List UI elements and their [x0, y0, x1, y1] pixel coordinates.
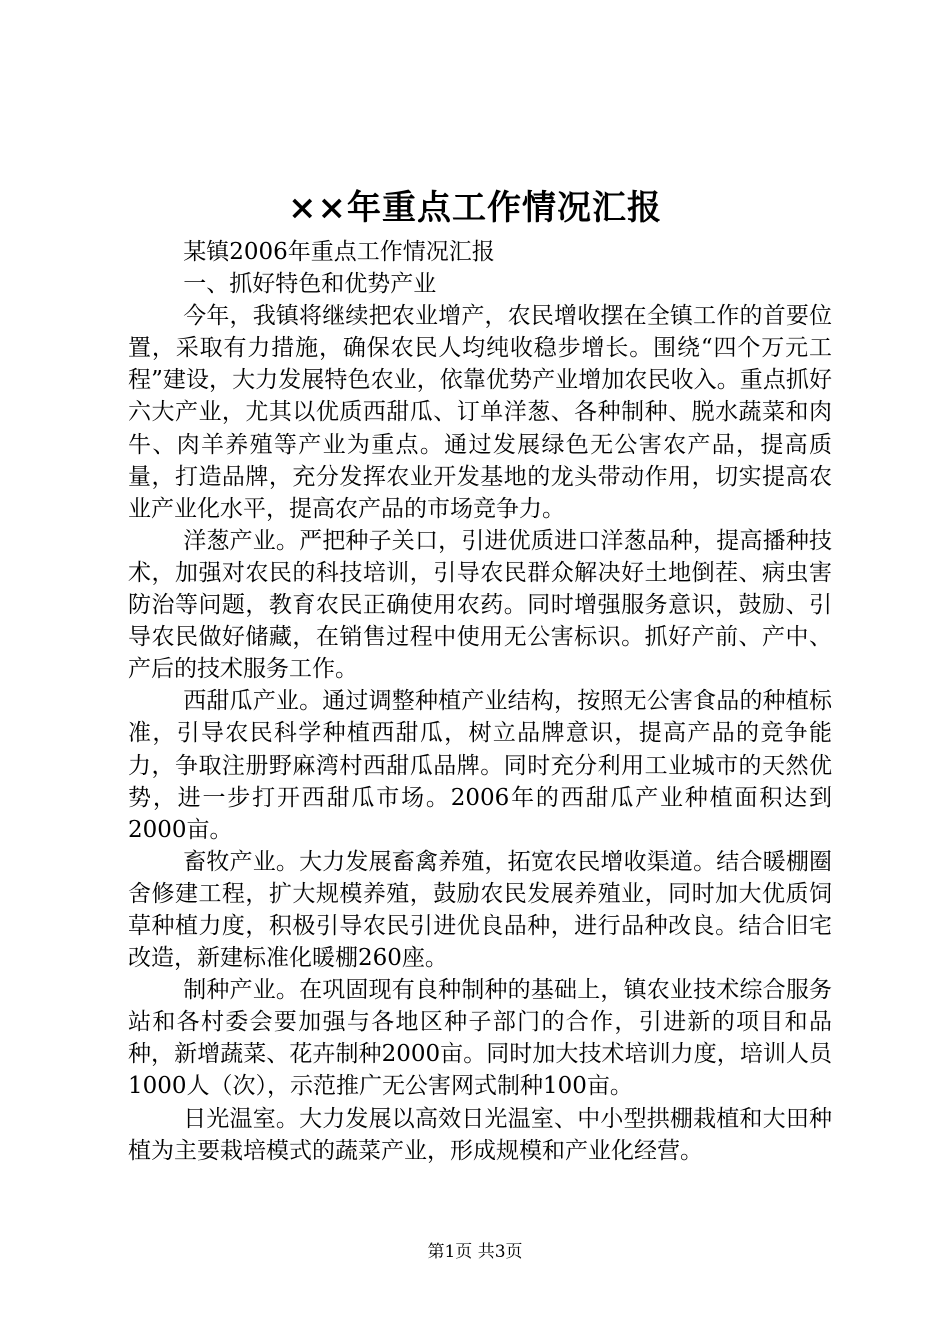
paragraph: 洋葱产业。严把种子关口，引进优质进口洋葱品种，提高播种技术，加强对农民的科技培训，引导农民群众解决好土地倒茬、病虫害防治等问题，教育农民正确使用农药。同时增强服务意识，鼓励、引导农民做好储藏，在销售过程中使用无公害标识。抓好产前、产中、产后的技术服务工作。 [128, 527, 832, 683]
document-body [128, 236, 832, 1167]
paragraph: 西甜瓜产业。通过调整种植产业结构，按照无公害食品的种植标准，引导农民科学种植西甜瓜，树立品牌意识，提高产品的竞争能力，争取注册野麻湾村西甜瓜品牌。同时充分利用工业城市的天然优势，进一步打开西甜瓜市场。2006年的西甜瓜产业种植面积达到2000亩。 [128, 688, 832, 843]
section-heading: 一、抓好特色和优势产业 [183, 271, 437, 298]
paragraph: 今年，我镇将继续把农业增产，农民增收摆在全镇工作的首要位置，采取有力措施，确保农民人均纯收稳步增长。围绕“四个万元工程”建设，大力发展特色农业，依靠优势产业增加农民收入。重点抓好六大产业，尤其以优质西甜瓜、订单洋葱、各种制种、脱水蔬菜和肉牛、肉羊养殖等产业为重点。通过发展绿色无公害农产品，提高质量，打造品牌，充分发挥农业开发基地的龙头带动作用，切实提高农业产业化水平，提高农产品的市场竞争力。 [128, 303, 832, 522]
paragraph: 日光温室。大力发展以高效日光温室、中小型拱棚栽植和大田种植为主要栽培模式的蔬菜产业，形成规模和产业化经营。 [128, 1105, 832, 1164]
document-title: ××年重点工作情况汇报 [288, 188, 662, 228]
paragraph: 制种产业。在巩固现有良种制种的基础上，镇农业技术综合服务站和各村委会要加强与各地区种子部门的合作，引进新的项目和品种，新增蔬菜、花卉制种2000亩。同时加大技术培训力度，培训人员1000人（次），示范推广无公害网式制种100亩。 [128, 977, 832, 1100]
paragraph: 畜牧产业。大力发展畜禽养殖，拓宽农民增收渠道。结合暖棚圈舍修建工程，扩大规模养殖，鼓励农民发展养殖业，同时加大优质饲草种植力度，积极引导农民引进优良品种，进行品种改良。结合旧宅改造，新建标准化暖棚260座。 [128, 848, 832, 972]
page-footer: 第1页 共3页 [427, 1242, 523, 1262]
paragraph-subtitle: 某镇2006年重点工作情况汇报 [183, 239, 495, 265]
